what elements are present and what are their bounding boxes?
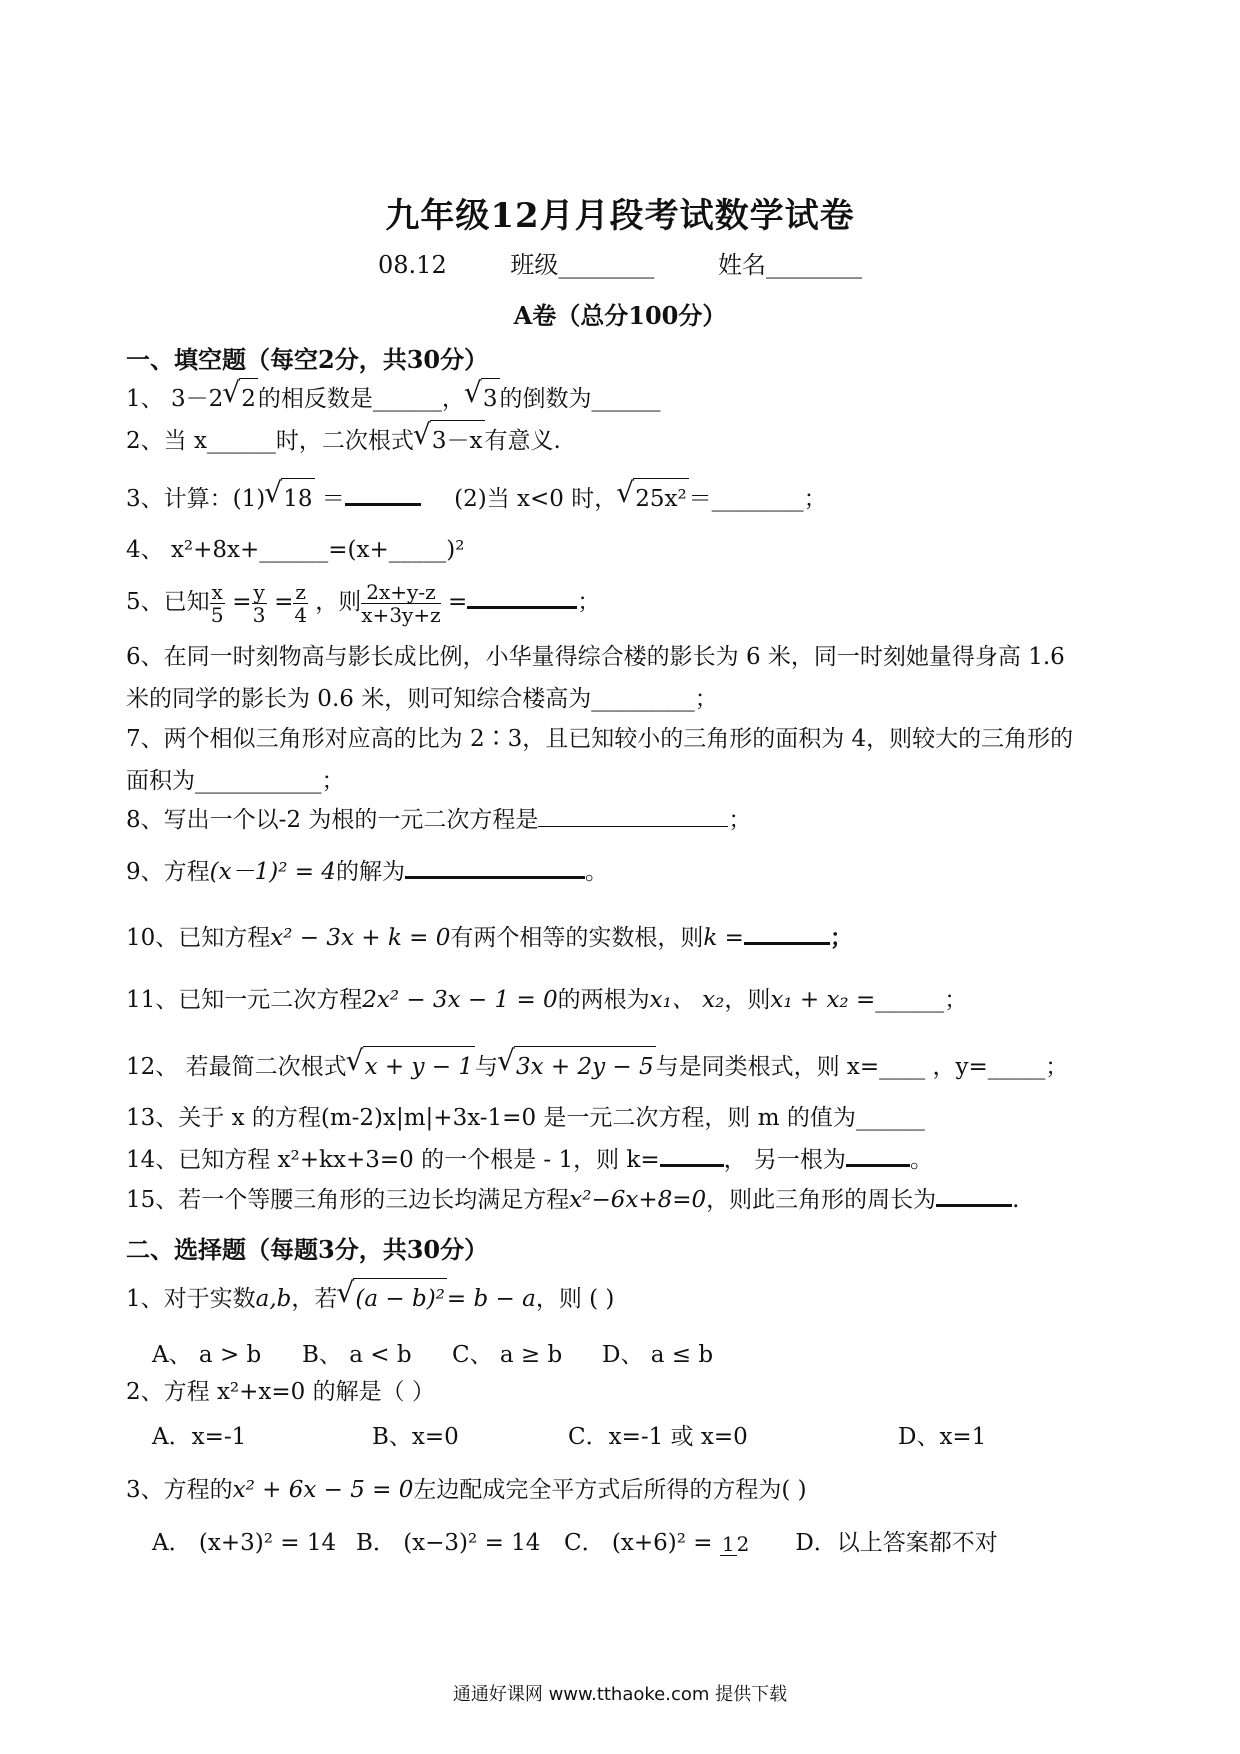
option-a: A、 a > b <box>152 1342 262 1368</box>
question-9: 9、方程(x－1)² = 4的解为 。 <box>126 852 608 892</box>
option-c: C．x=-1 或 x=0 <box>568 1424 748 1450</box>
name-field: 姓名________ <box>718 251 862 279</box>
question-3: 3、计算：(1)√ 18 ＝ (2)当 x<0 时，√ 25x²＝________； <box>126 478 827 519</box>
question-15: 15、若一个等腰三角形的三边长均满足方程x²−6x+8=0，则此三角形的周长为 . <box>126 1180 1019 1220</box>
question-5: 5、已知 $\frac{x}{5}$ = $\frac{y}{3}$ = $\frac{z}{4}$ ，则 $\frac{2x+y-z}{x+3y+z}$ = ； <box>126 579 601 627</box>
fraction: $\frac{2x+y-z}{x+3y+z}$ <box>361 579 441 627</box>
answer-blank <box>660 1142 724 1167</box>
choice-options-3 <box>152 1514 998 1572</box>
page-title: 九年级12月月段考试数学试卷 <box>385 196 855 236</box>
sqrt: √ 3－x <box>430 420 485 461</box>
class-field: 班级________ <box>510 251 655 279</box>
sqrt: √ x + y − 1 <box>363 1046 475 1087</box>
option-b: B、x=0 <box>372 1424 459 1450</box>
fraction: $\frac{x}{5}$ <box>210 579 224 627</box>
option-b: B、 a < b <box>302 1342 412 1368</box>
fraction: $\frac{y}{3}$ <box>252 579 266 627</box>
sqrt: √ (a − b)² <box>353 1278 447 1319</box>
option-d: D、x=1 <box>898 1424 987 1450</box>
header-info <box>0 245 1240 280</box>
answer-blank <box>744 920 830 945</box>
section1-heading: 一、填空题（每空2分，共30分） <box>126 345 489 374</box>
answer-blank <box>936 1182 1012 1207</box>
option-d: D、 a ≤ b <box>602 1342 714 1368</box>
answer-blank <box>538 804 728 827</box>
sqrt: √ 2 <box>239 378 258 419</box>
question-7: 7、两个相似三角形对应高的比为 2∶3，且已知较小的三角形的面积为 4，则较大的三角形的面积为___________； <box>126 726 1074 794</box>
question-6: 6、在同一时刻物高与影长成比例，小华量得综合楼的影长为 6 米，同一时刻她量得身高 1.6 米的同学的影长为 0.6 米，则可知综合楼高为_________； <box>126 644 1065 712</box>
question-10: 10、已知方程x² − 3x + k = 0有两个相等的实数根，则k = ； <box>126 918 853 958</box>
question-11: 11、已知一元二次方程2x² − 3x − 1 = 0的两根为x₁、 x₂，则x₁ + x₂ =______； <box>126 987 968 1013</box>
option-c: C． (x+6)² = 1 2 <box>564 1530 750 1556</box>
exam-date: 08.12 <box>378 251 447 279</box>
question-8: 8、写出一个以-2 为根的一元二次方程是 ； <box>126 800 751 840</box>
volume-heading: A卷（总分100分） <box>513 301 727 330</box>
choice-question-2: 2、方程 x²+x=0 的解是（ ） <box>126 1379 435 1405</box>
fraction: $\frac{z}{4}$ <box>294 579 308 627</box>
question-12: 12、 若最简二次根式√ x + y − 1与√ 3x + 2y − 5与是同类根式，则 x=____ ，y=_____； <box>126 1046 1068 1087</box>
fraction: 1 2 <box>721 1531 750 1556</box>
answer-blank <box>467 584 577 609</box>
option-b: B． (x−3)² = 14 <box>356 1530 541 1556</box>
choice-question-1: 1、对于实数a,b，若√ (a − b)²= b − a，则 ( ) <box>126 1278 614 1319</box>
answer-blank <box>846 1142 910 1167</box>
choice-options-1 <box>152 1336 713 1369</box>
footer-credit: 通通好课网 www.tthaoke.com 提供下载 <box>452 1684 788 1705</box>
option-a: A．x=-1 <box>152 1424 247 1450</box>
answer-blank <box>345 481 421 506</box>
choice-options-2 <box>152 1418 986 1451</box>
answer-blank <box>405 854 585 879</box>
question-1: 1、 3－2√ 2的相反数是______，√ 3的倒数为______ <box>126 378 661 419</box>
question-13: 13、关于 x 的方程(m-2)x|m|+3x-1=0 是一元二次方程，则 m 的值为______ <box>126 1105 925 1131</box>
option-c: C、 a ≥ b <box>452 1342 563 1368</box>
question-14: 14、已知方程 x²+kx+3=0 的一个根是 - 1，则 k= ， 另一根为 。 <box>126 1140 933 1180</box>
sqrt: √ 3x + 2y − 5 <box>514 1046 656 1087</box>
question-4: 4、 x²+8x+______=(x+_____)² <box>126 537 465 563</box>
section2-heading: 二、选择题（每题3分，共30分） <box>126 1235 489 1264</box>
question-2: 2、当 x______时，二次根式√ 3－x有意义. <box>126 420 561 461</box>
choice-question-3: 3、方程的x² + 6x − 5 = 0左边配成完全平方式后所得的方程为( ) <box>126 1477 807 1503</box>
sqrt: √ 18 <box>281 478 314 519</box>
sqrt: √ 25x² <box>633 478 688 519</box>
option-d: D．以上答案都不对 <box>795 1530 998 1556</box>
option-a: A． (x+3)² = 14 <box>152 1530 337 1556</box>
sqrt: √ 3 <box>481 378 500 419</box>
